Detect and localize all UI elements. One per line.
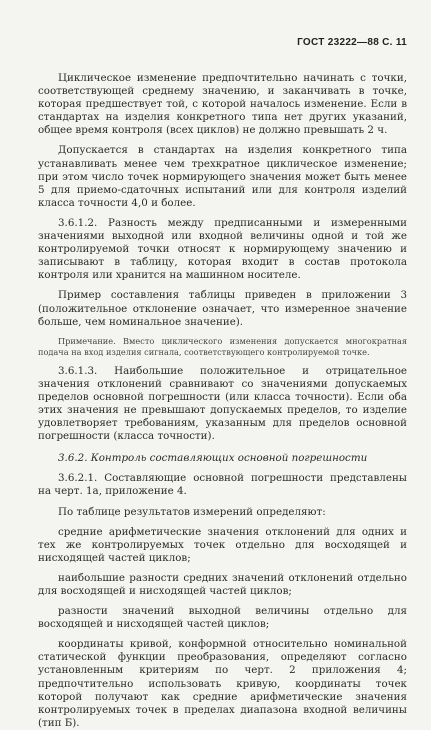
document-body (38, 72, 407, 730)
list-item: координаты кривой, конформной относительно номинальной статической функции преобразования, определяют согласно установленным критериям по черт. 2 приложения 4; предпочтительно использовать кривую, координаты точек которой получают как средние арифметические значения контролируемых точек в пределах диапазона входной величины (тип Б). (38, 638, 407, 729)
clause-3-6-1-2: 3.6.1.2. Разность между предписанными и измеренными значениями выходной или входной величины одной и той же контролируемой точки относят к нормирующему значению и записывают в таблицу, которая входит в состав протокола контроля или хранится на машинном носителе. (38, 216, 407, 282)
page-header: ГОСТ 23222—88 С. 11 (297, 37, 407, 48)
paragraph: Пример составления таблицы приведен в приложении 3 (положительное отклонение означает, что измеренное значение больше, чем номинальное значение). (38, 289, 407, 328)
list-item: разности значений выходной величины отдельно для восходящей и нисходящей частей циклов; (38, 605, 407, 631)
clause-3-6-2-1: 3.6.2.1. Составляющие основной погрешности представлены на черт. 1а, приложение 4. (38, 472, 407, 498)
paragraph: По таблице результатов измерений определяют: (58, 505, 326, 518)
list-item: наибольшие разности средних значений отклонений отдельно для восходящей и нисходящей частей циклов; (38, 571, 407, 597)
note: Примечание. Вместо циклического изменения допускается многократная подача на вход изделия сигнала, соответствующего контролируемой точке. (38, 335, 407, 357)
paragraph: Циклическое изменение предпочтительно начинать с точки, соответствующей среднему значению, и заканчивать в точке, которая предшествует той, с которой началось изменение. Если в стандартах на изделия конкретного типа нет других указаний, общее время контроля (всех циклов) не должно превышать 2 ч. (38, 72, 407, 137)
list-item: средние арифметические значения отклонений для одних и тех же контролируемых точек отдельно для восходящей и нисходящей частей циклов; (38, 525, 407, 564)
clause-3-6-1-3: 3.6.1.3. Наибольшие положительное и отрицательное значения отклонений сравнивают со значениями допускаемых пределов основной погрешности (или класса точности). Если оба этих значения не превышают допускаемых пределов, то изделие удовлетворяет требованиям, указанным для пределов основной погрешности (класса точности). (38, 364, 407, 443)
section-heading-3-6-2: 3.6.2. Контроль составляющих основной погрешности (58, 452, 368, 465)
paragraph: Допускается в стандартах на изделия конкретного типа устанавливать менее чем трехкратное циклическое изменение; при этом число точек нормирующего значения может быть менее 5 для приемо-сдаточных испытаний или для контроля изделий класса точности 4,0 и более. (38, 144, 407, 209)
